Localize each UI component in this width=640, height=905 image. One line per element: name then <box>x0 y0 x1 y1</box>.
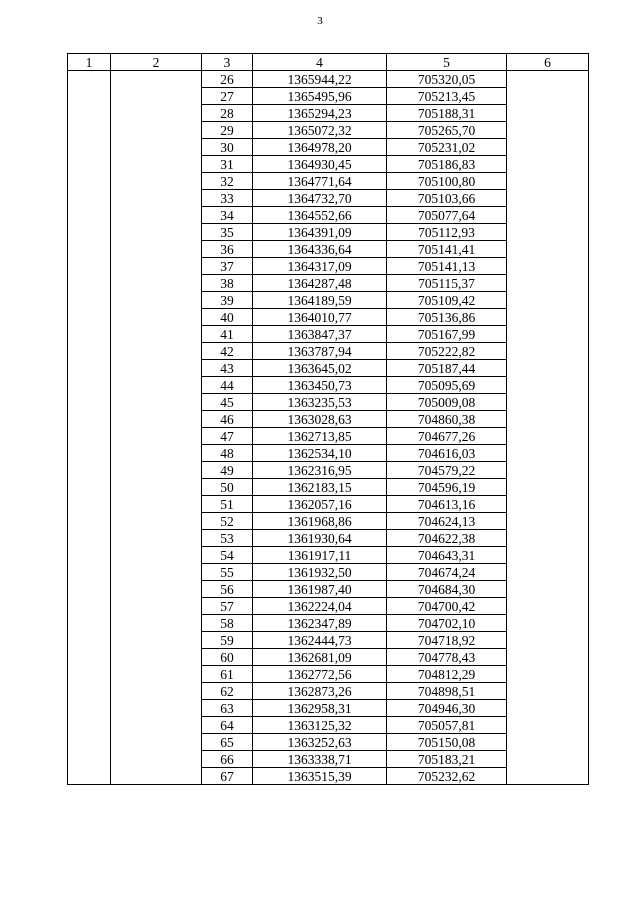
coordinate-y-cell: 704898,51 <box>387 683 507 700</box>
table-row <box>68 71 589 88</box>
coordinate-y-cell: 704579,22 <box>387 462 507 479</box>
coordinate-x-cell: 1365944,22 <box>253 71 387 88</box>
point-number-cell: 66 <box>202 751 253 768</box>
point-number-cell: 37 <box>202 258 253 275</box>
coordinate-y-cell: 705320,05 <box>387 71 507 88</box>
col-1-cell <box>68 71 111 785</box>
coordinate-y-cell: 704812,29 <box>387 666 507 683</box>
point-number-cell: 41 <box>202 326 253 343</box>
coordinate-y-cell: 705136,86 <box>387 309 507 326</box>
point-number-cell: 33 <box>202 190 253 207</box>
coordinate-y-cell: 705141,13 <box>387 258 507 275</box>
coordinate-x-cell: 1361932,50 <box>253 564 387 581</box>
point-number-cell: 47 <box>202 428 253 445</box>
point-number-cell: 26 <box>202 71 253 88</box>
coordinate-x-cell: 1362316,95 <box>253 462 387 479</box>
coordinate-y-cell: 705100,80 <box>387 173 507 190</box>
coordinate-y-cell: 704624,13 <box>387 513 507 530</box>
coordinate-y-cell: 705109,42 <box>387 292 507 309</box>
coordinate-y-cell: 705188,31 <box>387 105 507 122</box>
point-number-cell: 65 <box>202 734 253 751</box>
coordinate-x-cell: 1363028,63 <box>253 411 387 428</box>
point-number-cell: 49 <box>202 462 253 479</box>
point-number-cell: 59 <box>202 632 253 649</box>
point-number-cell: 58 <box>202 615 253 632</box>
coordinate-y-cell: 705141,41 <box>387 241 507 258</box>
coordinate-y-cell: 705112,93 <box>387 224 507 241</box>
coordinate-y-cell: 704622,38 <box>387 530 507 547</box>
point-number-cell: 38 <box>202 275 253 292</box>
coordinate-y-cell: 705103,66 <box>387 190 507 207</box>
coordinate-x-cell: 1364391,09 <box>253 224 387 241</box>
point-number-cell: 39 <box>202 292 253 309</box>
coordinate-x-cell: 1361968,86 <box>253 513 387 530</box>
coordinate-y-cell: 704684,30 <box>387 581 507 598</box>
point-number-cell: 51 <box>202 496 253 513</box>
coordinate-y-cell: 705009,08 <box>387 394 507 411</box>
point-number-cell: 46 <box>202 411 253 428</box>
coordinate-x-cell: 1363515,39 <box>253 768 387 785</box>
coordinate-x-cell: 1364317,09 <box>253 258 387 275</box>
point-number-cell: 27 <box>202 88 253 105</box>
coordinate-y-cell: 705186,83 <box>387 156 507 173</box>
coordinate-x-cell: 1364978,20 <box>253 139 387 156</box>
coordinate-y-cell: 704616,03 <box>387 445 507 462</box>
point-number-cell: 53 <box>202 530 253 547</box>
coordinate-y-cell: 704700,42 <box>387 598 507 615</box>
point-number-cell: 57 <box>202 598 253 615</box>
coordinate-y-cell: 704613,16 <box>387 496 507 513</box>
point-number-cell: 55 <box>202 564 253 581</box>
coordinate-x-cell: 1365294,23 <box>253 105 387 122</box>
coordinate-y-cell: 705095,69 <box>387 377 507 394</box>
coordinate-x-cell: 1362057,16 <box>253 496 387 513</box>
coordinate-y-cell: 704677,26 <box>387 428 507 445</box>
coordinate-x-cell: 1362183,15 <box>253 479 387 496</box>
point-number-cell: 35 <box>202 224 253 241</box>
coordinate-x-cell: 1364336,64 <box>253 241 387 258</box>
point-number-cell: 42 <box>202 343 253 360</box>
coordinate-x-cell: 1363338,71 <box>253 751 387 768</box>
point-number-cell: 30 <box>202 139 253 156</box>
header-col-6: 6 <box>507 54 589 71</box>
coordinate-y-cell: 704860,38 <box>387 411 507 428</box>
coordinate-x-cell: 1361987,40 <box>253 581 387 598</box>
point-number-cell: 60 <box>202 649 253 666</box>
coordinate-x-cell: 1363645,02 <box>253 360 387 377</box>
point-number-cell: 52 <box>202 513 253 530</box>
point-number-cell: 45 <box>202 394 253 411</box>
coordinate-y-cell: 704946,30 <box>387 700 507 717</box>
col-6-cell <box>507 71 589 785</box>
coordinate-x-cell: 1364010,77 <box>253 309 387 326</box>
page-number: 3 <box>317 15 323 27</box>
coordinate-x-cell: 1361917,11 <box>253 547 387 564</box>
coordinate-y-cell: 704778,43 <box>387 649 507 666</box>
coordinate-y-cell: 705115,37 <box>387 275 507 292</box>
coordinate-y-cell: 705222,82 <box>387 343 507 360</box>
coordinate-x-cell: 1362873,26 <box>253 683 387 700</box>
coordinate-y-cell: 704718,92 <box>387 632 507 649</box>
coordinate-y-cell: 705150,08 <box>387 734 507 751</box>
coordinate-y-cell: 705077,64 <box>387 207 507 224</box>
point-number-cell: 43 <box>202 360 253 377</box>
coordinate-y-cell: 704702,10 <box>387 615 507 632</box>
point-number-cell: 54 <box>202 547 253 564</box>
coordinate-y-cell: 705183,21 <box>387 751 507 768</box>
coordinate-x-cell: 1362347,89 <box>253 615 387 632</box>
header-col-4: 4 <box>253 54 387 71</box>
header-col-1: 1 <box>68 54 111 71</box>
point-number-cell: 31 <box>202 156 253 173</box>
point-number-cell: 28 <box>202 105 253 122</box>
point-number-cell: 36 <box>202 241 253 258</box>
coordinates-table <box>67 53 589 785</box>
coordinate-x-cell: 1364552,66 <box>253 207 387 224</box>
coordinate-x-cell: 1362224,04 <box>253 598 387 615</box>
coordinate-x-cell: 1362713,85 <box>253 428 387 445</box>
coordinate-x-cell: 1362534,10 <box>253 445 387 462</box>
coordinate-y-cell: 705187,44 <box>387 360 507 377</box>
point-number-cell: 29 <box>202 122 253 139</box>
coordinate-x-cell: 1363847,37 <box>253 326 387 343</box>
point-number-cell: 61 <box>202 666 253 683</box>
point-number-cell: 50 <box>202 479 253 496</box>
coordinate-x-cell: 1362681,09 <box>253 649 387 666</box>
coordinate-y-cell: 705057,81 <box>387 717 507 734</box>
coordinate-x-cell: 1364732,70 <box>253 190 387 207</box>
coordinate-y-cell: 704596,19 <box>387 479 507 496</box>
coordinate-x-cell: 1364930,45 <box>253 156 387 173</box>
point-number-cell: 32 <box>202 173 253 190</box>
point-number-cell: 34 <box>202 207 253 224</box>
point-number-cell: 40 <box>202 309 253 326</box>
coordinate-x-cell: 1361930,64 <box>253 530 387 547</box>
coordinate-y-cell: 705213,45 <box>387 88 507 105</box>
header-col-5: 5 <box>387 54 507 71</box>
coordinate-y-cell: 705265,70 <box>387 122 507 139</box>
coordinate-x-cell: 1363235,53 <box>253 394 387 411</box>
coordinate-x-cell: 1364771,64 <box>253 173 387 190</box>
coordinate-x-cell: 1364287,48 <box>253 275 387 292</box>
coordinate-x-cell: 1363787,94 <box>253 343 387 360</box>
coordinate-x-cell: 1363450,73 <box>253 377 387 394</box>
coordinate-y-cell: 704674,24 <box>387 564 507 581</box>
point-number-cell: 67 <box>202 768 253 785</box>
coordinate-x-cell: 1365072,32 <box>253 122 387 139</box>
coordinate-y-cell: 705232,62 <box>387 768 507 785</box>
coordinate-y-cell: 704643,31 <box>387 547 507 564</box>
point-number-cell: 44 <box>202 377 253 394</box>
point-number-cell: 62 <box>202 683 253 700</box>
coordinate-x-cell: 1363125,32 <box>253 717 387 734</box>
col-2-cell <box>111 71 202 785</box>
table-body <box>68 71 589 785</box>
coordinate-x-cell: 1362772,56 <box>253 666 387 683</box>
coordinate-y-cell: 705167,99 <box>387 326 507 343</box>
point-number-cell: 63 <box>202 700 253 717</box>
coordinate-x-cell: 1363252,63 <box>253 734 387 751</box>
coordinate-x-cell: 1364189,59 <box>253 292 387 309</box>
point-number-cell: 48 <box>202 445 253 462</box>
header-col-2: 2 <box>111 54 202 71</box>
header-row <box>68 54 589 71</box>
coordinate-x-cell: 1362444,73 <box>253 632 387 649</box>
point-number-cell: 64 <box>202 717 253 734</box>
coordinate-y-cell: 705231,02 <box>387 139 507 156</box>
coordinate-x-cell: 1362958,31 <box>253 700 387 717</box>
point-number-cell: 56 <box>202 581 253 598</box>
coordinate-x-cell: 1365495,96 <box>253 88 387 105</box>
header-col-3: 3 <box>202 54 253 71</box>
